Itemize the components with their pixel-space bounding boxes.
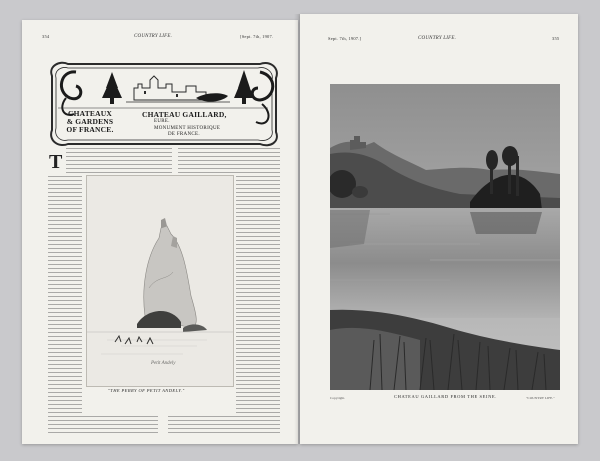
article-text-block xyxy=(48,416,158,436)
magazine-credit: "COUNTRY LIFE." xyxy=(526,396,555,400)
drop-cap: T xyxy=(49,151,63,173)
chateau-name: CHATEAU GAILLARD, xyxy=(142,110,227,119)
status-line: DE FRANCE. xyxy=(168,132,200,137)
chateau-photograph xyxy=(330,84,560,390)
photo-caption: CHATEAU GAILLARD FROM THE SEINE. xyxy=(394,394,497,399)
right-running-head: COUNTRY LIFE. xyxy=(418,36,457,41)
right-page xyxy=(300,14,578,444)
region-label: EURE. xyxy=(154,119,170,124)
series-title-line: & GARDENS xyxy=(66,117,114,126)
left-page xyxy=(22,20,298,444)
series-title-line: OF FRANCE. xyxy=(66,125,114,134)
series-title xyxy=(50,110,130,134)
article-text-block xyxy=(168,416,280,436)
magazine-spread xyxy=(22,14,578,444)
right-page-number: 355 xyxy=(552,36,560,41)
article-text-column xyxy=(48,176,82,416)
right-date: Sept. 7th, 1907.] xyxy=(328,36,362,41)
illustration-caption: "THE PERRY OF PETIT ANDELY." xyxy=(108,388,185,393)
article-text-block xyxy=(66,148,172,174)
copyright-credit: Copyright. xyxy=(330,396,346,400)
svg-text:Petit Andely: Petit Andely xyxy=(151,361,176,366)
left-page-number: 354 xyxy=(42,34,50,39)
left-date: [Sept. 7th, 1907. xyxy=(240,34,274,39)
article-text-block xyxy=(178,148,280,174)
river-landscape-photo-icon xyxy=(330,84,560,390)
left-running-head: COUNTRY LIFE. xyxy=(134,34,173,39)
series-title-line: CHATEAUX xyxy=(68,109,112,118)
sketch-illustration xyxy=(86,175,234,387)
article-text-column xyxy=(236,176,280,416)
status-line: MONUMENT HISTORIQUE xyxy=(154,126,221,131)
ornamental-frame-icon xyxy=(46,58,282,148)
cliff-castle-sketch-icon xyxy=(87,176,233,386)
article-banner xyxy=(46,58,278,144)
